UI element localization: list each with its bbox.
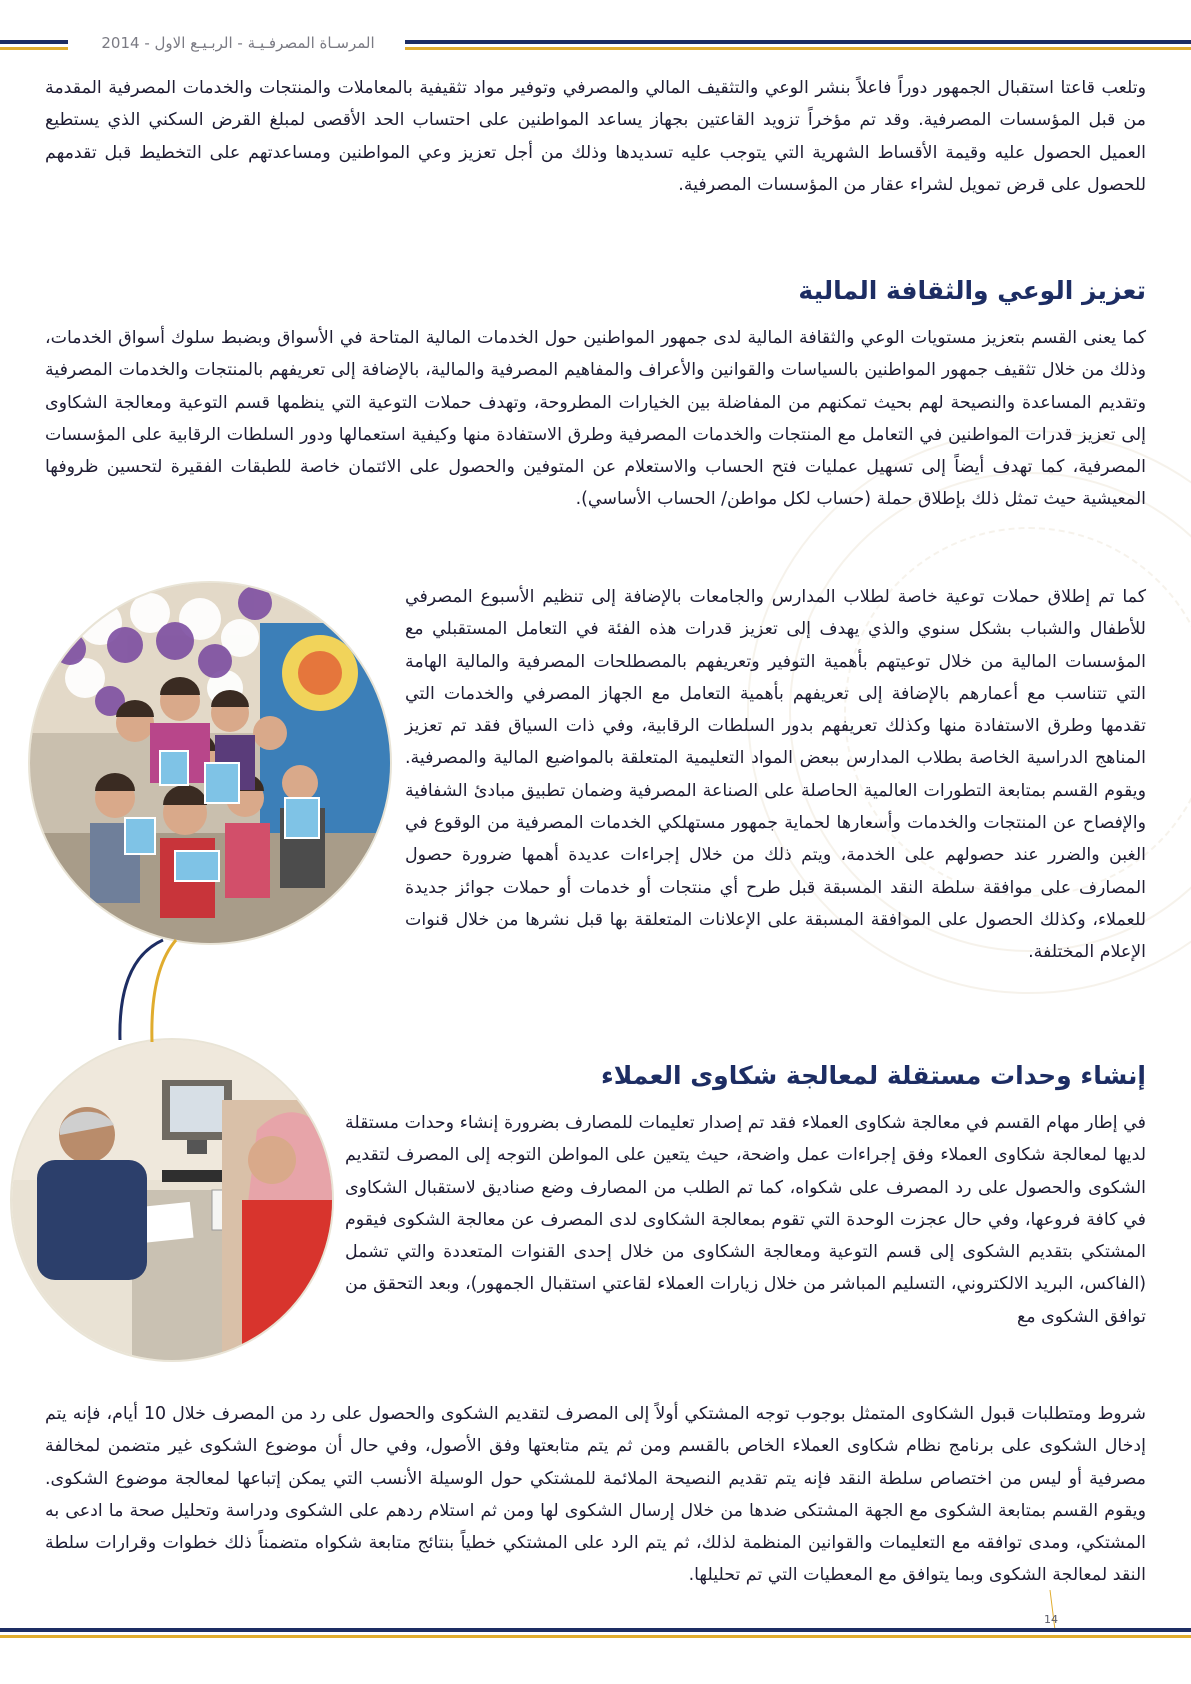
complaints-desk-photo (12, 1040, 332, 1360)
header-rule-left (0, 40, 68, 50)
section1-text-beside-photo (405, 581, 1146, 969)
section-heading-awareness: تعزيز الوعي والثقافة المالية (798, 276, 1146, 305)
children-photo (30, 583, 390, 943)
header-rule-right (405, 40, 1191, 50)
section2-paragraph-1: في إطار مهام القسم في معالجة شكاوى العملاء فقد تم إصدار تعليمات للمصارف بضرورة إنشاء وحدات مستقلة لديها لمعالجة شكاوى العملاء وفق إجراءات عمل واضحة، حيث يتعين على المواطن التوجه إلى المصرف لتقديم الشكوى والحصول على رد المصرف على شكواه، كما تم الطلب من المصارف وضع صناديق لاستقبال الشكاوى في كافة فروعها، وفي حال عجزت الوحدة التي تقوم بمعالجة الشكاوى لدى المصرف عن معالجة الشكوى فيقوم المشتكي بتقديم الشكوى إلى قسم التوعية ومعالجة الشكاوى من خلال إحدى القنوات المتعددة والتي تشمل (الفاكس، البريد الالكتروني، التسليم المباشر من خلال زيارات العملاء لقاعتي استقبال الجمهور)، وبعد التحقق من توافق الشكوى مع (345, 1113, 1146, 1327)
section2-text-beside-photo (345, 1107, 1146, 1333)
intro-paragraph: وتلعب قاعتا استقبال الجمهور دوراً فاعلاً بنشر الوعي والتثقيف المالي والمصرفي وتوفير مواد تثقيفية بالمعاملات والمنتجات والخدمات المصرفية المقدمة من قبل المؤسسات المصرفية. وقد تم مؤخراً تزويد القاعتين بجهاز يساعد المواطنين على احتساب الحد الأقصى لمبلغ القرض السكني الذي يستطيع العميل الحصول عليه وقيمة الأقساط الشهرية التي يتوجب عليه تسديدها وذلك من أجل تعزيز وعي المواطنين ومساعدتهم على التخطيط قبل تقدمهم للحصول على قرض تمويل لشراء عقار من المؤسسات المصرفية. (45, 78, 1146, 195)
section-heading-complaints: إنشاء وحدات مستقلة لمعالجة شكاوى العملاء (600, 1061, 1146, 1090)
footer-rule (0, 1628, 1191, 1638)
section1-paragraph-1: كما يعنى القسم بتعزيز مستويات الوعي والثقافة المالية لدى جمهور المواطنين حول الخدمات المالية المتاحة في الأسواق وبضبط سلوك أسواق الخدمات، وذلك من خلال تثقيف جمهور المواطنين بالسياسات والقوانين والأعراف والمفاهيم المصرفية والمالية، بالإضافة إلى تعريفهم بالمنتجات والخدمات المصرفية وتقديم المساعدة والنصيحة لهم بحيث تمكنهم من المفاضلة بين الخيارات المطروحة، وتهدف حملات التوعية التي ينظمها قسم التوعية ومعالجة الشكاوى إلى تعزيز قدرات المواطنين في التعامل مع المنتجات والخدمات المصرفية وطرق الاستفادة منها وكيفية استعمالها ودور السلطات الرقابية على المؤسسات المصرفية، كما تهدف أيضاً إلى تسهيل عمليات فتح الحساب والاستعلام عن المتوفين والحصول على الائتمان خاصة للطبقات الفقيرة لتحسين ظروفها المعيشية حيث تمثل ذلك بإطلاق حملة (حساب لكل مواطن/ الحساب الأساسي). (45, 328, 1146, 510)
running-header: المرسـاة المصرفـيـة - الربـيـع الاول - 2014 (101, 34, 375, 52)
section1-text (45, 322, 1146, 516)
page-number: 14 (1044, 1613, 1058, 1626)
section2-paragraph-2: شروط ومتطلبات قبول الشكاوى المتمثل بوجوب توجه المشتكي أولاً إلى المصرف لتقديم الشكوى والحصول على رد من المصرف خلال 10 أيام، فإنه يتم إدخال الشكوى على برنامج نظام شكاوى العملاء الخاص بالقسم ومن ثم يتم متابعتها وفق الأصول، وفي حال أن موضوع الشكوى غير متضمن لمخالفة مصرفية أو ليس من اختصاص سلطة النقد فإنه يتم تقديم النصيحة الملائمة للمشتكي حول الوسيلة الأنسب التي يمكن إتباعها لمعالجة موضوع الشكوى. ويقوم القسم بمتابعة الشكوى مع الجهة المشتكى ضدها من خلال إرسال الشكوى لها ومن ثم استلام ردهم على الشكوى ودراسة وتحليل صحة ما ادعى به المشتكي، ومدى توافقه مع التعليمات والقوانين المنظمة لذلك، ثم يتم الرد على المشتكي خطياً بنتائج متابعة شكواه متضمناً ذلك خطوات وقرارات سلطة النقد لمعالجة الشكوى وبما يتوافق مع المعطيات التي تم تحليلها. (45, 1404, 1146, 1586)
section2-text (45, 1398, 1146, 1592)
intro-text (45, 72, 1146, 201)
section1-paragraph-2: كما تم إطلاق حملات توعية خاصة لطلاب المدارس والجامعات بالإضافة إلى تنظيم الأسبوع المصرفي للأطفال والشباب بشكل سنوي والذي يهدف إلى تعزيز قدرات هذه الفئة في التعامل المستقبلي مع المؤسسات المالية من خلال توعيتهم بأهمية التوفير وتعريفهم بالمصطلحات المصرفية والمالية الهامة التي تتناسب مع أعمارهم بالإضافة إلى تعريفهم بأهمية التعامل مع الجهاز المصرفي والخدمات التي تقدمها وطرق الاستفادة منها وكذلك تعريفهم بدور السلطات الرقابية، وفي ذات السياق فقد تم تعزيز المناهج الدراسية الخاصة بطلاب المدارس ببعض المواد التعليمية المتعلقة بالمواضيع المالية والمصرفية. ويقوم القسم بمتابعة التطورات العالمية الحاصلة على الصناعة المصرفية وضمان تطبيق مبادئ الشفافية والإفصاح عن المنتجات والخدمات وأسعارها لحماية جمهور مستهلكي الخدمات المصرفية من الوقوع في الغبن والضرر عند حصولهم على الخدمة، ويتم ذلك من خلال إجراءات عديدة أهمها ضرورة حصول المصارف على موافقة سلطة النقد المسبقة قبل طرح أي منتجات أو خدمات أو حملات جوائز جديدة للعملاء، وكذلك الحصول على الموافقة المسبقة على الإعلانات المتعلقة بها قبل نشرها من خلال قنوات الإعلام المختلفة. (405, 587, 1146, 963)
